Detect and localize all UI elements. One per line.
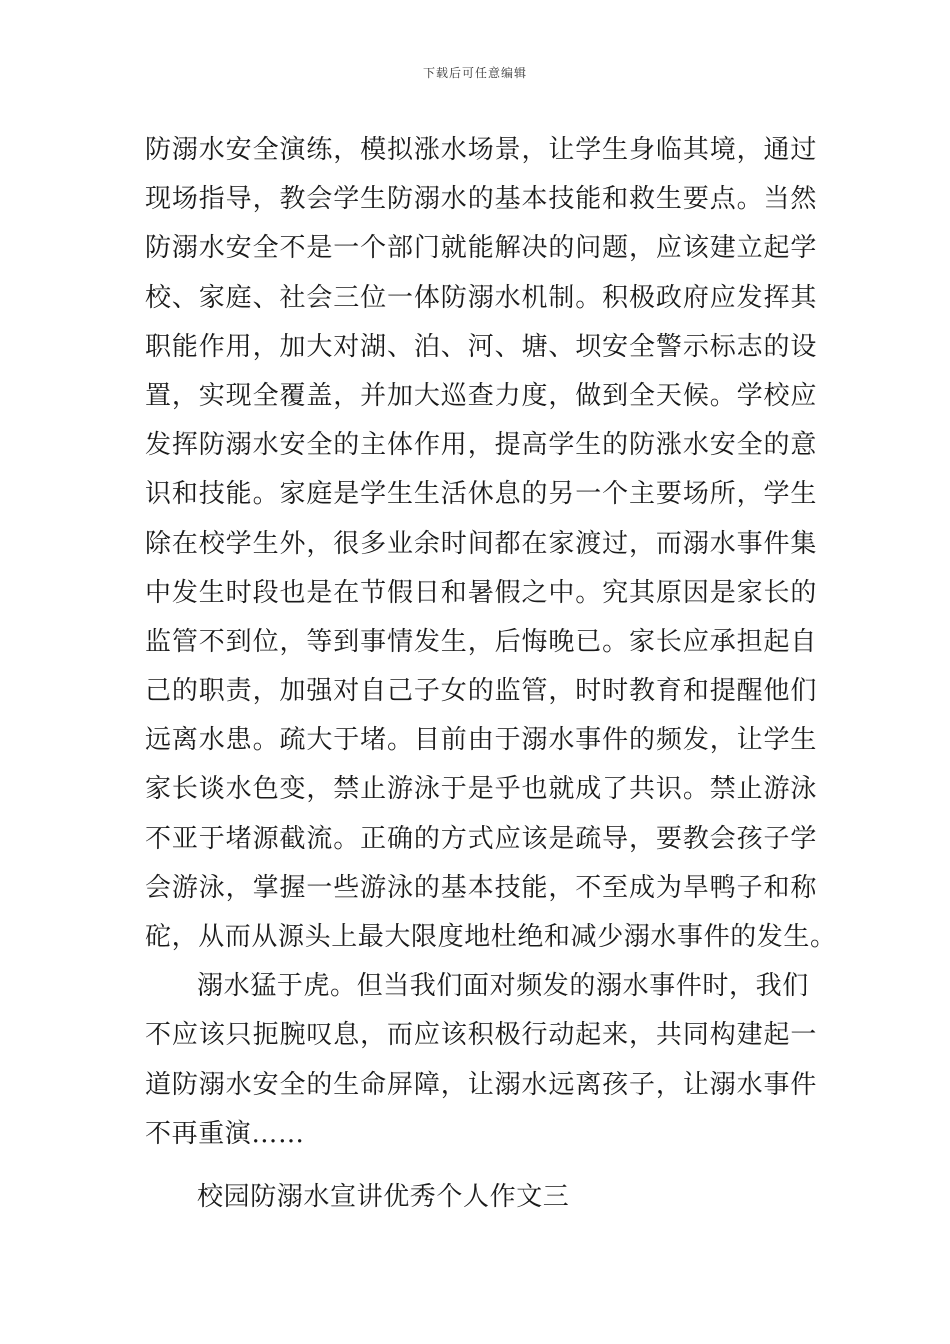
text-line: 发挥防溺水安全的主体作用，提高学生的防涨水安全的意 <box>145 430 817 461</box>
text-line: 不应该只扼腕叹息，而应该积极行动起来，共同构建起一 <box>145 1020 817 1051</box>
text-line: 不再重演…… <box>145 1118 305 1149</box>
text-line: 防溺水安全不是一个部门就能解决的问题，应该建立起学 <box>145 233 817 264</box>
text-line: 家长谈水色变，禁止游泳于是乎也就成了共识。禁止游泳 <box>145 774 817 805</box>
page-header: 下载后可任意编辑 <box>422 66 527 80</box>
text-line: 监管不到位，等到事情发生，后悔晚已。家长应承担起自 <box>145 626 817 657</box>
text-line: 职能作用，加大对湖、泊、河、塘、坝安全警示标志的设 <box>145 331 817 362</box>
document-body <box>145 126 837 1222</box>
text-line: 道防溺水安全的生命屏障，让溺水远离孩子，让溺水事件 <box>145 1069 817 1100</box>
text-line: 中发生时段也是在节假日和暑假之中。究其原因是家长的 <box>145 577 817 608</box>
text-line: 不亚于堵源截流。正确的方式应该是疏导，要教会孩子学 <box>145 823 817 854</box>
text-line: 防溺水安全演练，模拟涨水场景，让学生身临其境，通过 <box>145 135 817 165</box>
text-line: 现场指导，教会学生防溺水的基本技能和救生要点。当然 <box>145 184 817 215</box>
text-line: 远离水患。疏大于堵。目前由于溺水事件的频发，让学生 <box>145 725 817 756</box>
text-line: 校、家庭、社会三位一体防溺水机制。积极政府应发挥其 <box>145 282 817 313</box>
text-line: 识和技能。家庭是学生生活休息的另一个主要场所，学生 <box>145 479 817 510</box>
section-title: 校园防溺水宣讲优秀个人作文三 <box>197 1181 570 1212</box>
text-line: 会游泳，掌握一些游泳的基本技能，不至成为旱鸭子和称 <box>145 872 817 903</box>
text-line: 砣，从而从源头上最大限度地杜绝和减少溺水事件的发生。 <box>145 922 837 952</box>
text-line: 己的职责，加强对自己子女的监管，时时教育和提醒他们 <box>145 676 817 707</box>
text-line: 除在校学生外，很多业余时间都在家渡过，而溺水事件集 <box>145 528 817 559</box>
text-line: 置，实现全覆盖，并加大巡查力度，做到全天候。学校应 <box>145 380 817 411</box>
paragraph-start-line: 溺水猛于虎。但当我们面对频发的溺水事件时，我们 <box>197 971 809 1002</box>
